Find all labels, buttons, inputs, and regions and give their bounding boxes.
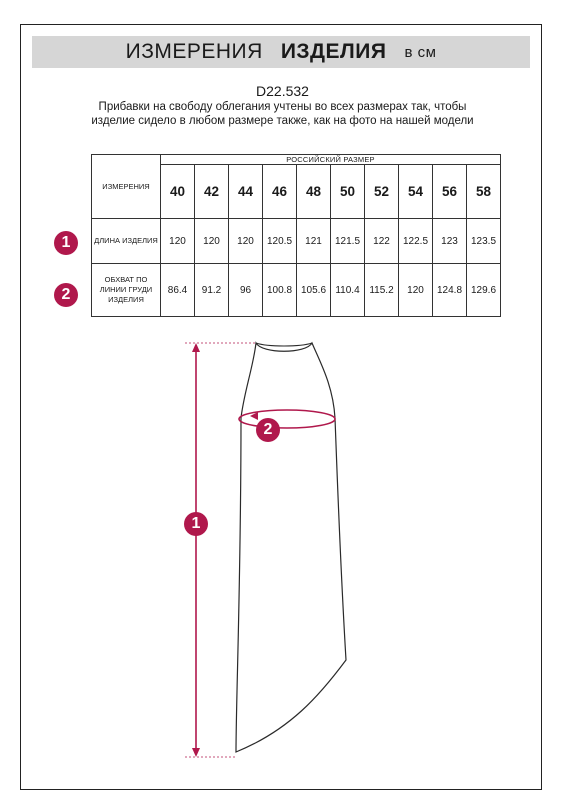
size-header-cell: 58 [467, 165, 501, 219]
value-cell: 105.6 [297, 264, 331, 317]
value-cell: 115.2 [365, 264, 399, 317]
size-header-cell: 52 [365, 165, 399, 219]
length-diagram-badge: 1 [184, 512, 208, 536]
size-system-header: РОССИЙСКИЙ РАЗМЕР [161, 155, 501, 165]
size-header-cell: 48 [297, 165, 331, 219]
value-cell: 120.5 [263, 219, 297, 264]
value-cell: 123 [433, 219, 467, 264]
value-cell: 121.5 [331, 219, 365, 264]
neckline [256, 343, 312, 346]
chest-ellipse [239, 410, 335, 428]
size-header-cell: 50 [331, 165, 365, 219]
value-cell: 100.8 [263, 264, 297, 317]
value-cell: 129.6 [467, 264, 501, 317]
value-cell: 120 [399, 264, 433, 317]
chest-row-badge: 2 [54, 283, 78, 307]
fit-note: Прибавки на свободу облегания учтены во всех размерах так, чтобы изделие сидело в любом размере также, как на фото на нашей модели [91, 101, 474, 127]
chest-diagram-badge: 2 [256, 418, 280, 442]
size-header-cell: 40 [161, 165, 195, 219]
value-cell: 120 [229, 219, 263, 264]
size-header-cell: 46 [263, 165, 297, 219]
size-header-cell: 54 [399, 165, 433, 219]
title-bold: ИЗДЕЛИЯ [280, 40, 387, 63]
size-header-cell: 44 [229, 165, 263, 219]
value-cell: 121 [297, 219, 331, 264]
length-arrow-bottom [192, 748, 200, 757]
title-regular: ИЗМЕРЕНИЯ [125, 40, 263, 63]
value-cell: 96 [229, 264, 263, 317]
article-code: D22.532 [256, 83, 309, 99]
value-cell: 91.2 [195, 264, 229, 317]
value-cell: 123.5 [467, 219, 501, 264]
row-label-length: ДЛИНА ИЗДЕЛИЯ [92, 219, 161, 264]
value-cell: 120 [161, 219, 195, 264]
length-arrow-top [192, 343, 200, 352]
size-header-cell: 56 [433, 165, 467, 219]
value-cell: 124.8 [433, 264, 467, 317]
size-header-cell: 42 [195, 165, 229, 219]
value-cell: 110.4 [331, 264, 365, 317]
corner-label: ИЗМЕРЕНИЯ [92, 155, 161, 219]
value-cell: 120 [195, 219, 229, 264]
value-cell: 122 [365, 219, 399, 264]
row-label-chest: ОБХВАТ ПО ЛИНИИ ГРУДИ ИЗДЕЛИЯ [92, 264, 161, 317]
value-cell: 86.4 [161, 264, 195, 317]
title-unit: в см [404, 43, 437, 61]
length-row-badge: 1 [54, 231, 78, 255]
dress-outline [236, 343, 346, 752]
value-cell: 122.5 [399, 219, 433, 264]
